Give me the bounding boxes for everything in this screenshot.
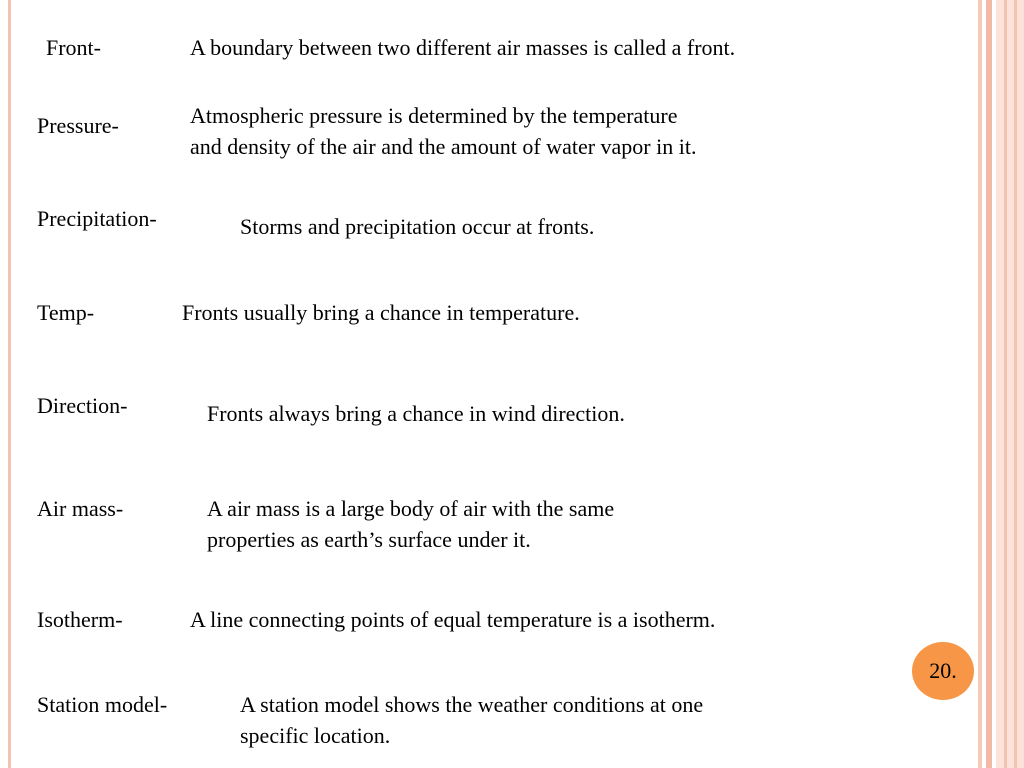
term-precipitation: Precipitation- [37,206,157,231]
page-number-badge [912,642,974,700]
definition-station-model-line1: A station model shows the weather conditions at one [240,692,704,717]
definition-precipitation: Storms and precipitation occur at fronts. [240,214,595,239]
definition-air-mass-line1: A air mass is a large body of air with the same [207,496,615,521]
page-number: 20. [929,658,957,683]
term-direction: Direction- [37,393,128,418]
term-station-model: Station model- [37,692,168,717]
term-temp: Temp- [37,300,95,325]
term-front: Front- [46,35,101,60]
left-border-decoration [8,0,11,768]
term-air-mass: Air mass- [37,496,124,521]
term-pressure: Pressure- [37,113,119,138]
right-border-stripe [1014,0,1017,768]
right-border-stripe [986,0,992,768]
definition-front: A boundary between two different air masses is called a front. [190,35,736,60]
definition-pressure-line2: and density of the air and the amount of water vapor in it. [190,134,697,159]
definition-air-mass-line2: properties as earth’s surface under it. [207,527,531,552]
term-isotherm: Isotherm- [37,607,123,632]
right-border-stripe [978,0,982,768]
right-border-stripe [1004,0,1007,768]
definition-isotherm: A line connecting points of equal temperature is a isotherm. [190,607,716,632]
definition-station-model-line2: specific location. [240,723,391,748]
definition-temp: Fronts usually bring a chance in temperature. [182,300,580,325]
definition-direction: Fronts always bring a chance in wind direction. [207,401,625,426]
right-border-band [996,0,1024,768]
definition-pressure-line1: Atmospheric pressure is determined by the temperature [190,103,678,128]
